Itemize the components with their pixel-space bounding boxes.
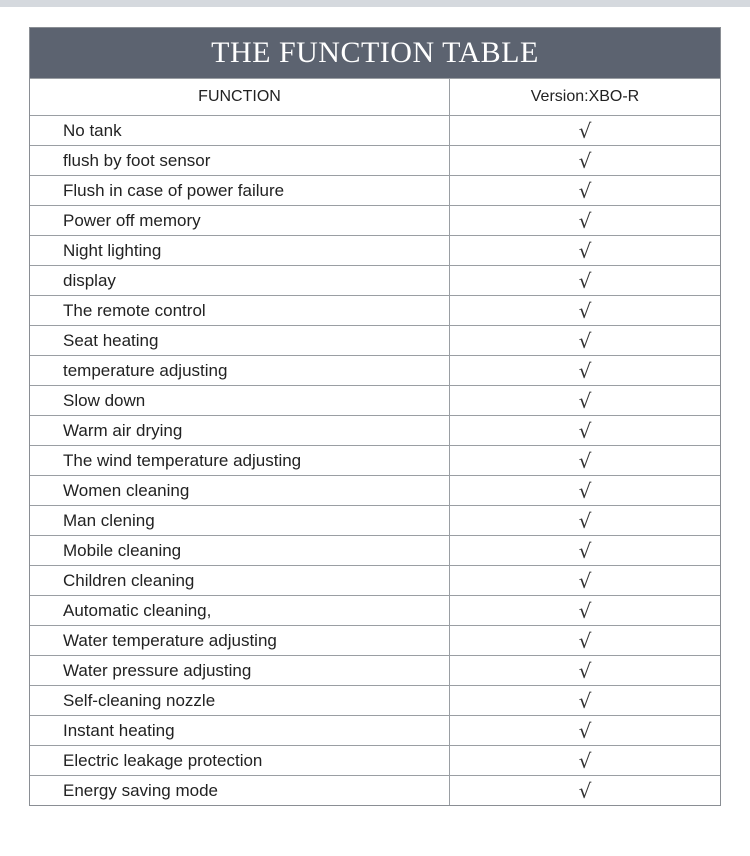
version-cell <box>450 176 720 205</box>
table-body <box>30 115 720 805</box>
table-row <box>30 265 720 295</box>
function-name-cell: Energy saving mode <box>30 776 450 805</box>
check-mark-icon: √ <box>578 718 592 743</box>
function-name-cell: flush by foot sensor <box>30 146 450 175</box>
check-mark-icon: √ <box>578 568 592 593</box>
function-name-cell: Instant heating <box>30 716 450 745</box>
table-row <box>30 235 720 265</box>
check-mark-icon: √ <box>578 388 592 413</box>
function-name-cell: Mobile cleaning <box>30 536 450 565</box>
table-row <box>30 745 720 775</box>
function-table <box>29 27 721 806</box>
version-cell <box>450 296 720 325</box>
version-cell <box>450 656 720 685</box>
check-mark-icon: √ <box>578 538 592 563</box>
function-name-cell: The remote control <box>30 296 450 325</box>
version-cell <box>450 476 720 505</box>
version-cell <box>450 266 720 295</box>
version-cell <box>450 326 720 355</box>
table-row <box>30 325 720 355</box>
function-name-cell: No tank <box>30 116 450 145</box>
table-title: THE FUNCTION TABLE <box>30 28 720 78</box>
table-row <box>30 115 720 145</box>
version-cell <box>450 356 720 385</box>
version-cell <box>450 206 720 235</box>
function-name-cell: Slow down <box>30 386 450 415</box>
function-name-cell: Seat heating <box>30 326 450 355</box>
check-mark-icon: √ <box>578 778 592 803</box>
table-row <box>30 505 720 535</box>
function-name-cell: Power off memory <box>30 206 450 235</box>
check-mark-icon: √ <box>578 688 592 713</box>
check-mark-icon: √ <box>578 208 592 233</box>
version-cell <box>450 116 720 145</box>
version-cell <box>450 626 720 655</box>
function-name-cell: The wind temperature adjusting <box>30 446 450 475</box>
version-cell <box>450 596 720 625</box>
function-name-cell: Water temperature adjusting <box>30 626 450 655</box>
function-name-cell: display <box>30 266 450 295</box>
version-cell <box>450 446 720 475</box>
table-row <box>30 535 720 565</box>
version-cell <box>450 716 720 745</box>
function-name-cell: Automatic cleaning, <box>30 596 450 625</box>
table-row <box>30 685 720 715</box>
check-mark-icon: √ <box>578 358 592 383</box>
function-name-cell: Flush in case of power failure <box>30 176 450 205</box>
version-cell <box>450 236 720 265</box>
version-cell <box>450 416 720 445</box>
version-cell <box>450 566 720 595</box>
function-name-cell: Water pressure adjusting <box>30 656 450 685</box>
table-row <box>30 445 720 475</box>
function-name-cell: Man clening <box>30 506 450 535</box>
table-row <box>30 565 720 595</box>
version-cell <box>450 686 720 715</box>
check-mark-icon: √ <box>578 748 592 773</box>
check-mark-icon: √ <box>578 478 592 503</box>
table-row <box>30 625 720 655</box>
check-mark-icon: √ <box>578 148 592 173</box>
table-row <box>30 475 720 505</box>
table-row <box>30 715 720 745</box>
table-row <box>30 655 720 685</box>
table-row <box>30 355 720 385</box>
check-mark-icon: √ <box>578 508 592 533</box>
version-cell <box>450 536 720 565</box>
version-cell <box>450 776 720 805</box>
version-cell <box>450 506 720 535</box>
version-cell <box>450 146 720 175</box>
check-mark-icon: √ <box>578 298 592 323</box>
check-mark-icon: √ <box>578 238 592 263</box>
function-name-cell: Warm air drying <box>30 416 450 445</box>
table-header-row <box>30 78 720 115</box>
function-name-cell: Self-cleaning nozzle <box>30 686 450 715</box>
table-row <box>30 145 720 175</box>
check-mark-icon: √ <box>578 418 592 443</box>
version-cell <box>450 746 720 775</box>
top-border-strip <box>0 0 750 7</box>
function-name-cell: Night lighting <box>30 236 450 265</box>
check-mark-icon: √ <box>578 448 592 473</box>
table-row <box>30 295 720 325</box>
check-mark-icon: √ <box>578 598 592 623</box>
table-row <box>30 415 720 445</box>
check-mark-icon: √ <box>578 328 592 353</box>
header-function: FUNCTION <box>30 79 450 115</box>
function-name-cell: temperature adjusting <box>30 356 450 385</box>
check-mark-icon: √ <box>578 628 592 653</box>
check-mark-icon: √ <box>578 178 592 203</box>
table-row <box>30 385 720 415</box>
version-cell <box>450 386 720 415</box>
header-version: Version:XBO-R <box>530 88 640 105</box>
table-row <box>30 775 720 805</box>
function-name-cell: Children cleaning <box>30 566 450 595</box>
table-row <box>30 595 720 625</box>
check-mark-icon: √ <box>578 268 592 293</box>
function-name-cell: Women cleaning <box>30 476 450 505</box>
table-row <box>30 175 720 205</box>
check-mark-icon: √ <box>578 658 592 683</box>
check-mark-icon: √ <box>578 118 592 143</box>
table-row <box>30 205 720 235</box>
function-name-cell: Electric leakage protection <box>30 746 450 775</box>
